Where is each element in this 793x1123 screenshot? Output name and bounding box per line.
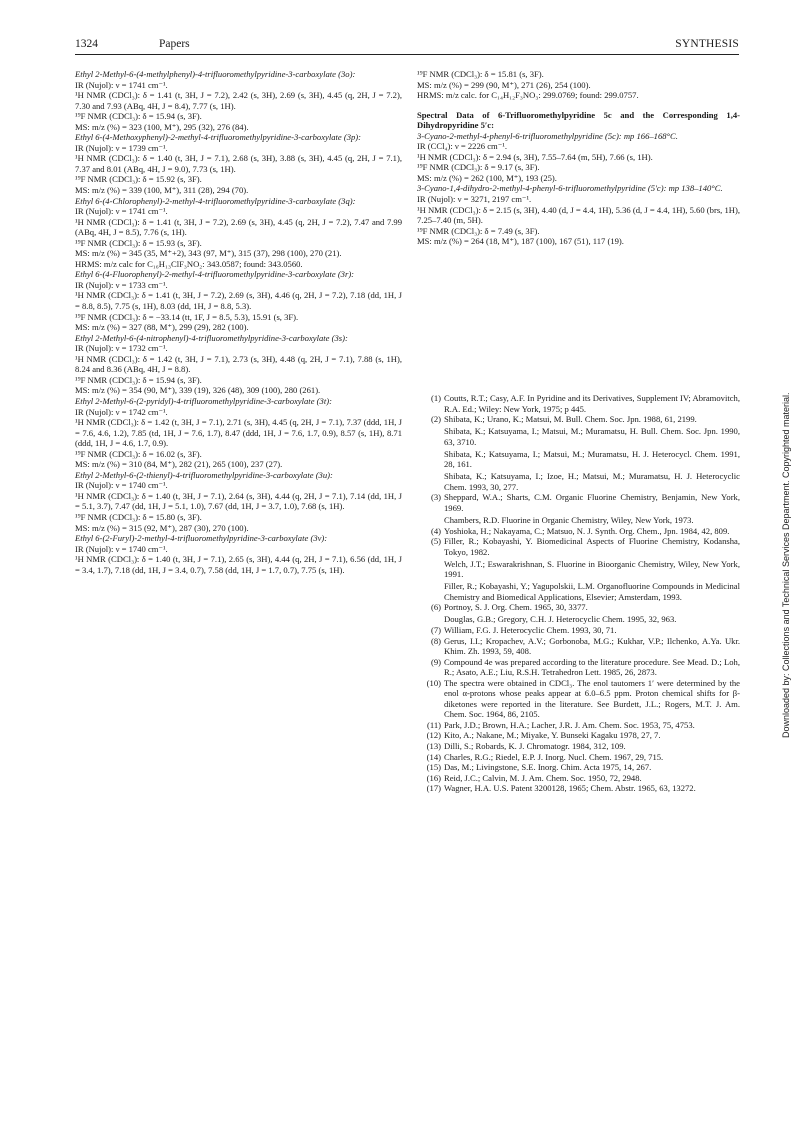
spectral-line: MS: m/z (%) = 345 (35, M⁺+2), 343 (97, M⁺), 315 (37), 298 (100), 270 (21). bbox=[75, 248, 342, 259]
reference-item bbox=[417, 720, 740, 731]
reference-citation: The spectra were obtained in CDCl₃. The enol tautomers 1′ were determined by the enol α-protons whose peaks appear at 6.0–6.5 ppm. Proton chemical shifts for β-diketones were reported in the literature. See Burdett, J.L.; Rogers, M.T. J. Am. Chem. Soc. 1964, 86, 2105. bbox=[444, 677, 740, 720]
spectral-line: ¹H NMR (CDCl₃): δ = 1.40 (t, 3H, J = 7.1), 2.64 (s, 3H), 4.44 (q, 2H, J = 7.1), 7.14 (dd, 1H, J = 5.1, 3.7), 7.47 (dd, 1H, J = 5.1, 1.0), 7.67 (dd, 1H, J = 3.7, 1.0), 7.68 (s, 1H). bbox=[75, 490, 402, 512]
compound-heading: Ethyl 2-Methyl-6-(2-thienyl)-4-trifluoromethylpyridine-3-carboxylate (3u): bbox=[75, 469, 333, 480]
compound-heading: 3-Cyano-2-methyl-4-phenyl-6-trifluoromethylpyridine (5c): mp 166–168°C. bbox=[417, 130, 678, 141]
reference-citation: Shibata, K.; Katsuyama, I.; Izoe, H.; Matsui, M.; Muramatsu, H. J. Heterocyclic Chem. 1993, 30, 277. bbox=[444, 471, 740, 492]
reference-citation: Shibata, K.; Katsuyama, I.; Matsui, M.; Muramatsu, H. Bull. Chem. Soc. Jpn. 1990, 63, 3710. bbox=[444, 426, 740, 447]
reference-item bbox=[417, 657, 740, 678]
reference-number: (14) bbox=[426, 751, 441, 762]
spectral-line: ¹⁹F NMR (CDCl₃): δ = −33.14 (tt, 1F, J = 8.5, 5.3), 15.91 (s, 3F). bbox=[75, 311, 299, 322]
reference-number: (13) bbox=[426, 741, 441, 751]
reference-citation: Das, M.; Livingstone, S.E. Inorg. Chim. Acta 1975, 14, 267. bbox=[444, 762, 652, 773]
spectral-line: MS: m/z (%) = 315 (92, M⁺), 287 (30), 270 (100). bbox=[75, 522, 249, 533]
reference-item bbox=[417, 602, 740, 625]
reference-citation: Wagner, H.A. U.S. Patent 3200128, 1965; Chem. Abstr. 1965, 63, 13272. bbox=[444, 783, 696, 794]
spectral-line: IR (CCl₄): ν = 2226 cm⁻¹. bbox=[417, 141, 507, 152]
reference-number: (6) bbox=[430, 602, 441, 613]
spectral-line: ¹H NMR (CDCl₃): δ = 1.41 (t, 3H, J = 7.2), 2.69 (s, 3H), 4.46 (q, 2H, J = 7.2), 7.18 (dd, 1H, J = 8.8, 8.5), 7.75 (s, 1H), 8.03 (dd, 1H, J = 8.8, 5.3). bbox=[75, 290, 402, 312]
spectral-line: ¹H NMR (CDCl₃): δ = 1.40 (t, 3H, J = 7.1), 2.65 (s, 3H), 4.44 (q, 2H, J = 7.1), 6.56 (dd, 1H, J = 3.4, 1.7), 7.18 (dd, 1H, J = 3.4, 0.7), 7.58 (dd, 1H, J = 1.7, 0.7), 7.75 (s, 1H). bbox=[75, 554, 402, 575]
reference-number: (9) bbox=[430, 656, 441, 667]
reference-number: (16) bbox=[426, 772, 441, 783]
spectral-line: IR (Nujol): ν = 1740 cm⁻¹. bbox=[75, 480, 168, 491]
reference-item bbox=[417, 741, 740, 752]
reference-citation: Compound 4e was prepared according to the literature procedure. See Mead. D.; Loh, R.; Asato, A.E.; Liu, R.S.H. Tetrahedron Lett. 1985, 26, 2873. bbox=[444, 656, 740, 678]
compound-heading: Ethyl 6-(4-Fluorophenyl)-2-methyl-4-trifluoromethylpyridine-3-carboxylate (3r): bbox=[75, 269, 355, 280]
reference-number: (8) bbox=[430, 635, 441, 646]
compound-heading: Ethyl 2-Methyl-6-(2-pyridyl)-4-trifluoromethylpyridine-3-carboxylate (3t): bbox=[75, 395, 332, 406]
reference-citation: Kito, A.; Nakane, M.; Miyake, Y. Bunseki Kagaku 1978, 27, 7. bbox=[444, 730, 661, 741]
spectral-line: IR (Nujol): ν = 3271, 2197 cm⁻¹. bbox=[417, 194, 532, 205]
reference-citation: Sheppard, W.A.; Sharts, C.M. Organic Fluorine Chemistry, Benjamin, New York, 1969. bbox=[444, 492, 740, 513]
compound-heading: Ethyl 6-(4-Chlorophenyl)-2-methyl-4-trifluoromethylpyridine-3-carboxylate (3q): bbox=[75, 195, 356, 206]
reference-number: (5) bbox=[430, 536, 441, 547]
spectral-line: ¹H NMR (CDCl₃): δ = 1.41 (t, 3H, J = 7.2), 2.69 (s, 3H), 4.45 (q, 2H, J = 7.2), 7.47 and 7.99 (ABq, 4H, J = 8.5), 7.76 (s, 1H). bbox=[75, 216, 402, 238]
spectral-line: ¹H NMR (CDCl₃): δ = 1.40 (t, 3H, J = 7.1), 2.68 (s, 3H), 3.88 (s, 3H), 4.45 (q, 2H, J = 7.1), 7.37 and 8.01 (ABq, 4H, J = 9.0), 7.73 (s, 1H). bbox=[75, 153, 402, 174]
spectral-line: ¹⁹F NMR (CDCl₃): δ = 15.94 (s, 3F). bbox=[75, 374, 202, 385]
spectral-line: ¹⁹F NMR (CDCl₃): δ = 15.80 (s, 3F). bbox=[75, 511, 202, 522]
reference-number: (2) bbox=[430, 414, 441, 425]
reference-citation: Filler, R.; Kobayashi, Y.; Yagupolskii, L.M. Organofluorine Compounds in Medicinal Chemistry and Biomedical Applications, Elsevier; Amsterdam, 1993. bbox=[444, 581, 740, 602]
spectral-line: IR (Nujol): ν = 1733 cm⁻¹. bbox=[75, 279, 168, 290]
references-list bbox=[417, 393, 740, 794]
compound-heading: Ethyl 6-(4-Methoxyphenyl)-2-methyl-4-trifluoromethylpyridine-3-carboxylate (3p): bbox=[75, 132, 362, 143]
reference-item bbox=[417, 730, 740, 741]
reference-citation: Charles, R.G.; Riedel, E.P. J. Inorg. Nucl. Chem. 1967, 29, 715. bbox=[444, 751, 664, 762]
reference-citation: Reid, J.C.; Calvin, M. J. Am. Chem. Soc. 1950, 72, 2948. bbox=[444, 772, 642, 783]
spectral-line: IR (Nujol): ν = 1740 cm⁻¹. bbox=[75, 543, 168, 554]
spectral-line: ¹⁹F NMR (CDCl₃): δ = 15.92 (s, 3F). bbox=[75, 174, 202, 185]
reference-number: (7) bbox=[430, 624, 441, 635]
spectral-line: MS: m/z (%) = 264 (18, M⁺), 187 (100), 167 (51), 117 (19). bbox=[417, 236, 624, 247]
spectral-line: IR (Nujol): ν = 1742 cm⁻¹. bbox=[75, 406, 168, 417]
reference-item bbox=[417, 773, 740, 784]
reference-item bbox=[417, 414, 740, 492]
reference-citation: Douglas, G.B.; Gregory, C.H. J. Heterocyclic Chem. 1995, 32, 963. bbox=[444, 614, 677, 625]
journal-name: SYNTHESIS bbox=[675, 38, 739, 50]
reference-item bbox=[417, 678, 740, 720]
spectral-line: ¹⁹F NMR (CDCl₃): δ = 9.17 (s, 3F). bbox=[417, 162, 540, 173]
reference-citation: Dilli, S.; Robards, K. J. Chromatogr. 1984, 312, 109. bbox=[444, 741, 626, 751]
reference-item bbox=[417, 536, 740, 602]
compound-heading: Ethyl 2-Methyl-6-(4-methylphenyl)-4-trifluoromethylpyridine-3-carboxylate (3o): bbox=[75, 69, 356, 79]
spectral-line: MS: m/z (%) = 339 (100, M⁺), 311 (28), 294 (70). bbox=[75, 185, 249, 196]
spectral-line: HRMS: m/z calc for C₁₆H₁₃ClF₃NO₂: 343.0587; found: 343.0560. bbox=[75, 258, 303, 269]
spectral-line: ¹H NMR (CDCl₃): δ = 1.42 (t, 3H, J = 7.1), 2.73 (s, 3H), 4.48 (q, 2H, J = 7.1), 7.88 (s, 1H), 8.24 and 8.36 (ABq, 4H, J = 8.8). bbox=[75, 353, 402, 375]
compound-heading: Ethyl 6-(2-Furyl)-2-methyl-4-trifluoromethylpyridine-3-carboxylate (3v): bbox=[75, 533, 328, 544]
reference-number: (3) bbox=[430, 492, 441, 503]
spectral-line: ¹⁹F NMR (CDCl₃): δ = 16.02 (s, 3F). bbox=[75, 448, 202, 459]
reference-citation: Welch, J.T.; Eswarakrishnan, S. Fluorine in Bioorganic Chemistry, Wiley, New York, 1991. bbox=[444, 558, 740, 580]
reference-item bbox=[417, 526, 740, 537]
spectral-line: MS: m/z (%) = 323 (100, M⁺), 295 (32), 276 (84). bbox=[75, 121, 249, 132]
reference-number: (10) bbox=[426, 677, 441, 688]
reference-citation: William, F.G. J. Heterocyclic Chem. 1993, 30, 71. bbox=[444, 624, 617, 635]
reference-number: (12) bbox=[426, 730, 441, 741]
reference-number: (11) bbox=[427, 719, 441, 730]
spectral-line: ¹⁹F NMR (CDCl₃): δ = 15.94 (s, 3F). bbox=[75, 111, 202, 122]
spectral-line: ¹⁹F NMR (CDCl₃): δ = 7.49 (s, 3F). bbox=[417, 225, 540, 236]
spectral-line: ¹H NMR (CDCl₃): δ = 2.94 (s, 3H), 7.55–7.64 (m, 5H), 7.66 (s, 1H). bbox=[417, 151, 653, 162]
spectral-line: IR (Nujol): ν = 1741 cm⁻¹. bbox=[75, 79, 168, 90]
reference-citation: Shibata, K.; Katsuyama, I.; Matsui, M.; Muramatsu, H. J. Heterocycl. Chem. 1991, 28, 161. bbox=[444, 448, 740, 470]
reference-citation: Gerus, I.I.; Kropachev, A.V.; Gorbonoba, M.G.; Kukhar, V.P.; Ilchenko, A.Ya. Ukr. Khim. Zh. 1993, 59, 408. bbox=[444, 635, 740, 657]
compound-heading: 3-Cyano-1,4-dihydro-2-methyl-4-phenyl-6-trifluoromethylpyridine (5′c): mp 138–140°C. bbox=[417, 183, 723, 194]
reference-citation: Filler, R.; Kobayashi, Y. Biomedicinal Aspects of Fluorine Chemistry, Kodansha, Tokyo, 1982. bbox=[444, 536, 740, 557]
reference-citation: Shibata, K.; Urano, K.; Matsui, M. Bull. Chem. Soc. Jpn. 1988, 61, 2199. bbox=[444, 414, 697, 425]
reference-citation: Chambers, R.D. Fluorine in Organic Chemistry, Wiley, New York, 1973. bbox=[444, 515, 694, 526]
reference-item bbox=[417, 762, 740, 773]
spectral-line: ¹H NMR (CDCl₃): δ = 1.41 (t, 3H, J = 7.2), 2.42 (s, 3H), 2.69 (s, 3H), 4.45 (q, 2H, J = 7.2), 7.30 and 7.93 (ABq, 4H, J = 8.4), 7.77 (s, 1H). bbox=[75, 90, 402, 111]
spectral-line: ¹⁹F NMR (CDCl₃): δ = 15.81 (s, 3F). bbox=[417, 69, 544, 79]
spectral-line: IR (Nujol): ν = 1741 cm⁻¹. bbox=[75, 206, 168, 217]
section-heading: Spectral Data of 6-Trifluoromethylpyridine 5c and the Corresponding 1,4-Dihydropyridine 5′c: bbox=[417, 109, 740, 131]
reference-item bbox=[417, 393, 740, 414]
reference-item bbox=[417, 625, 740, 636]
reference-number: (15) bbox=[426, 762, 441, 773]
reference-citation: Yoshioka, H.; Nakayama, C.; Matsuo, N. J. Synth. Org. Chem., Jpn. 1984, 42, 809. bbox=[444, 525, 730, 536]
page-number: 1324 bbox=[75, 38, 98, 50]
reference-citation: Portnoy, S. J. Org. Chem. 1965, 30, 3377. bbox=[444, 602, 588, 613]
spectral-line: MS: m/z (%) = 354 (90, M⁺), 339 (19), 326 (48), 309 (100), 280 (261). bbox=[75, 385, 321, 396]
reference-number: (1) bbox=[430, 393, 441, 403]
spectral-line: ¹H NMR (CDCl₃): δ = 2.15 (s, 3H), 4.40 (d, J = 4.4, 1H), 5.36 (d, J = 4.4, 1H), 5.60 (brs, 1H), 7.25–7.40 (m, 5H). bbox=[417, 204, 740, 226]
reference-item bbox=[417, 492, 740, 525]
spectral-line: MS: m/z (%) = 310 (84, M⁺), 282 (21), 265 (100), 237 (27). bbox=[75, 459, 283, 470]
spectral-line: IR (Nujol): ν = 1739 cm⁻¹. bbox=[75, 142, 168, 153]
reference-item bbox=[417, 783, 740, 794]
reference-number: (4) bbox=[430, 525, 441, 536]
spectral-line: IR (Nujol): ν = 1732 cm⁻¹. bbox=[75, 343, 168, 354]
reference-citation: Coutts, R.T.; Casy, A.F. In Pyridine and its Derivatives, Supplement IV; Abramovitch, R.A. Ed.; Wiley: New York, 1975; p 445. bbox=[444, 393, 740, 414]
download-notice: Downloaded by: Collections and Technical Services Department. Copyrighted material. bbox=[781, 392, 791, 738]
reference-item bbox=[417, 636, 740, 657]
left-column bbox=[75, 69, 402, 575]
spectral-line: HRMS: m/z calc. for C₁₄H₁₂F₃NO₃: 299.0769; found: 299.0757. bbox=[417, 90, 639, 101]
right-column bbox=[417, 69, 740, 247]
spectral-line: ¹H NMR (CDCl₃): δ = 1.42 (t, 3H, J = 7.1), 2.71 (s, 3H), 4.45 (q, 2H, J = 7.1), 7.37 (ddd, 1H, J = 7.6, 4.6, 1.2), 7.85 (td, 1H, J = 7.6, 1.7), 8.47 (ddd, 1H, J = 7.6, 1.7, 0.9), 8.57 (s, 1H), 8.71 (ddd, 1H, J = 4.6, 1.7, 0.9). bbox=[75, 417, 402, 449]
spectral-line: MS: m/z (%) = 327 (88, M⁺), 299 (29), 282 (100). bbox=[75, 322, 249, 333]
spectral-line: MS: m/z (%) = 262 (100, M⁺), 193 (25). bbox=[417, 172, 557, 183]
reference-citation: Park, J.D.; Brown, H.A.; Lacher, J.R. J. Am. Chem. Soc. 1953, 75, 4753. bbox=[444, 719, 695, 730]
reference-item bbox=[417, 752, 740, 763]
spectral-line: ¹⁹F NMR (CDCl₃): δ = 15.93 (s, 3F). bbox=[75, 237, 202, 248]
page-header bbox=[75, 38, 739, 55]
spectral-line: MS: m/z (%) = 299 (90, M⁺), 271 (26), 254 (100). bbox=[417, 79, 591, 90]
compound-heading: Ethyl 2-Methyl-6-(4-nitrophenyl)-4-trifluoromethylpyridine-3-carboxylate (3s): bbox=[75, 332, 348, 343]
reference-number: (17) bbox=[426, 783, 441, 794]
section-label: Papers bbox=[159, 38, 190, 50]
